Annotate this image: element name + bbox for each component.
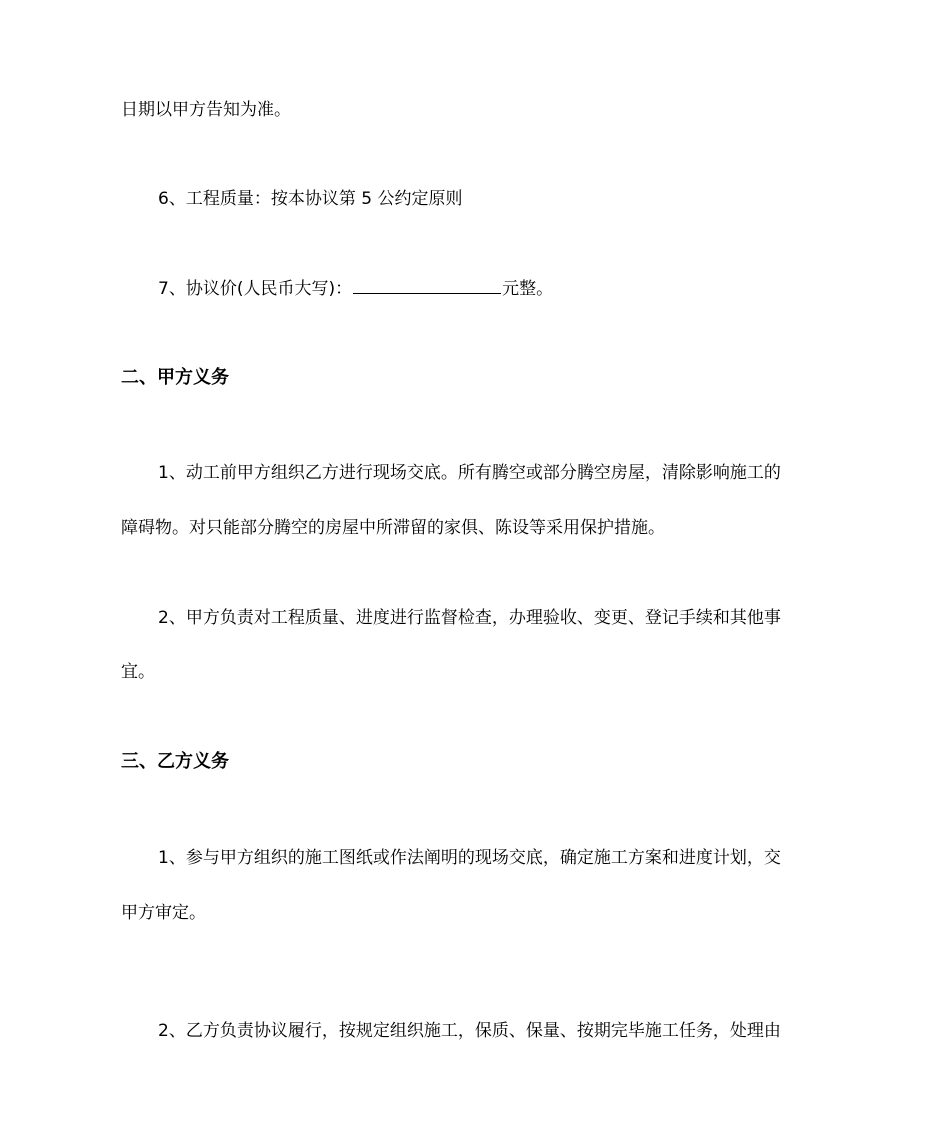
section-3-item-1-line-1: 1、参与甲方组织的施工图纸或作法阐明的现场交底，确定施工方案和进度计划，交 [158,848,781,868]
section-3-item-2-line-1: 2、乙方负责协议履行，按规定组织施工，保质、保量、按期完毕施工任务，处理由 [158,1021,781,1041]
item-7-price [158,277,553,301]
item-7-suffix: 元整。 [502,279,554,299]
continuation-line: 日期以甲方告知为准。 [121,100,291,120]
section-3-item-1-line-2: 甲方审定。 [121,903,206,923]
price-blank-line [353,277,501,294]
item-7-prefix: 7、协议价(人民币大写)： [158,279,353,299]
section-2-item-1-line-1: 1、动工前甲方组织乙方进行现场交底。所有腾空或部分腾空房屋，清除影响施工的 [158,463,781,483]
section-2-heading: 二、甲方义务 [121,367,229,388]
item-6-quality: 6、工程质量：按本协议第 5 公约定原则 [158,189,463,209]
section-2-item-2-line-1: 2、甲方负责对工程质量、进度进行监督检查，办理验收、变更、登记手续和其他事 [158,608,781,628]
section-3-heading: 三、乙方义务 [121,751,229,772]
section-2-item-2-line-2: 宜。 [121,662,155,682]
section-2-item-1-line-2: 障碍物。对只能部分腾空的房屋中所滞留的家俱、陈设等采用保护措施。 [121,518,665,538]
